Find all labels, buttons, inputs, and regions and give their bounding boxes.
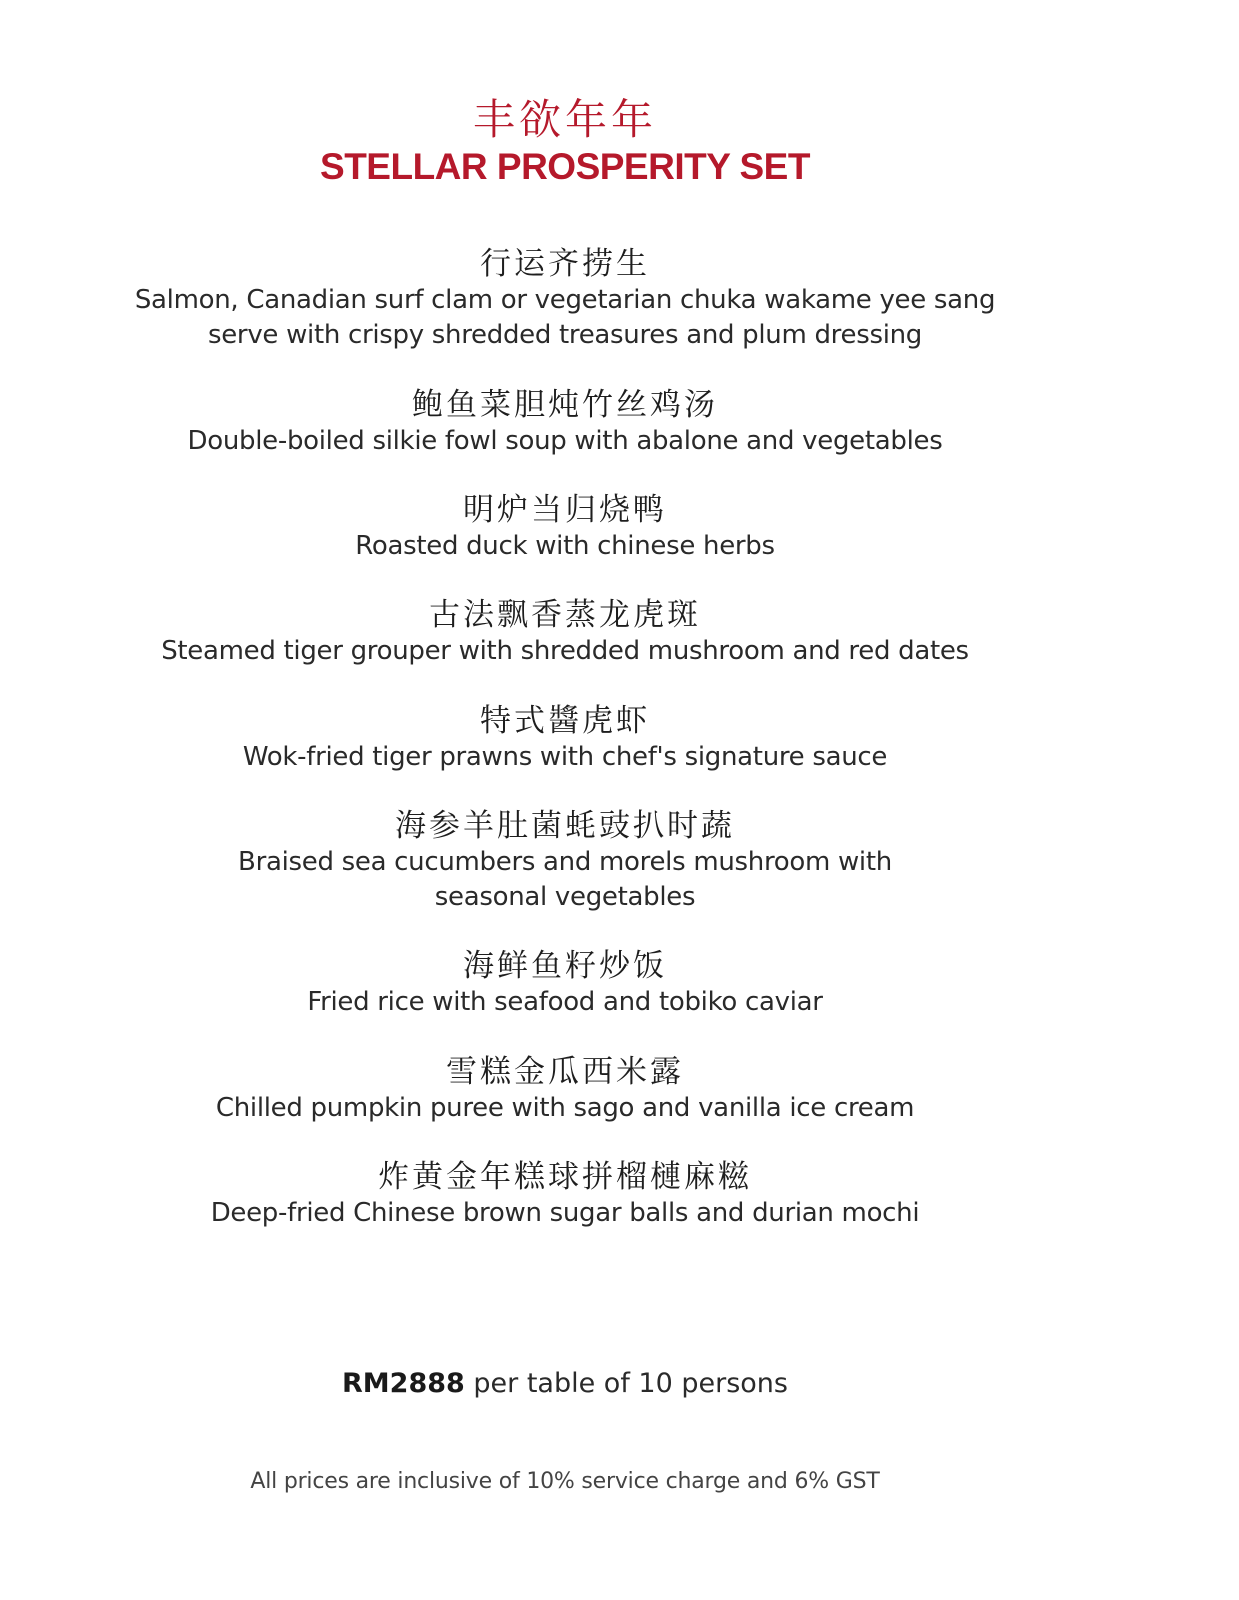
course-8 bbox=[0, 1053, 1130, 1126]
course-6 bbox=[0, 807, 1130, 915]
course-9 bbox=[0, 1158, 1130, 1231]
course-description-line: Double-boiled silkie fowl soup with abalone and vegetables bbox=[187, 426, 943, 456]
course-description-line: Steamed tiger grouper with shredded mushroom and red dates bbox=[161, 636, 969, 666]
course-name-chinese: 特式醬虎虾 bbox=[480, 703, 650, 739]
menu-title-chinese: 丰欲年年 bbox=[472, 95, 657, 144]
course-name-chinese: 行运齐捞生 bbox=[480, 246, 650, 282]
course-7 bbox=[0, 947, 1130, 1020]
course-1 bbox=[0, 245, 1130, 353]
course-name-chinese: 古法飘香蒸龙虎斑 bbox=[429, 597, 701, 633]
menu-title-english: STELLAR PROSPERITY SET bbox=[320, 146, 810, 187]
course-name-chinese: 海鲜鱼籽炒饭 bbox=[463, 948, 667, 984]
course-name-chinese: 炸黄金年糕球拼榴槤麻糍 bbox=[378, 1159, 752, 1195]
course-3 bbox=[0, 491, 1130, 564]
course-name-chinese: 明炉当归烧鸭 bbox=[463, 492, 667, 528]
course-description-line: serve with crispy shredded treasures and plum dressing bbox=[207, 320, 922, 350]
course-description-line: Salmon, Canadian surf clam or vegetarian chuka wakame yee sang bbox=[134, 285, 996, 315]
course-4 bbox=[0, 596, 1130, 669]
course-2 bbox=[0, 386, 1130, 459]
course-5 bbox=[0, 702, 1130, 775]
course-description-line: Deep-fried Chinese brown sugar balls and durian mochi bbox=[210, 1198, 920, 1228]
price-amount: RM2888 bbox=[342, 1368, 465, 1399]
course-name-chinese: 雪糕金瓜西米露 bbox=[446, 1054, 684, 1090]
price-footnote: All prices are inclusive of 10% service charge and 6% GST bbox=[250, 1469, 880, 1494]
course-description-line: Chilled pumpkin puree with sago and vanilla ice cream bbox=[215, 1093, 915, 1123]
course-description-line: Wok-fried tiger prawns with chef's signature sauce bbox=[242, 742, 888, 772]
course-description-line: Braised sea cucumbers and morels mushroom with bbox=[238, 847, 892, 877]
course-name-chinese: 海参羊肚菌蚝豉扒时蔬 bbox=[395, 808, 735, 844]
course-description-line: seasonal vegetables bbox=[434, 882, 696, 912]
price-unit: per table of 10 persons bbox=[464, 1368, 788, 1399]
course-description-line: Fried rice with seafood and tobiko caviar bbox=[307, 987, 823, 1017]
course-name-chinese: 鲍鱼菜胆炖竹丝鸡汤 bbox=[412, 387, 718, 423]
course-description-line: Roasted duck with chinese herbs bbox=[355, 531, 775, 561]
price-line bbox=[0, 1366, 1130, 1402]
